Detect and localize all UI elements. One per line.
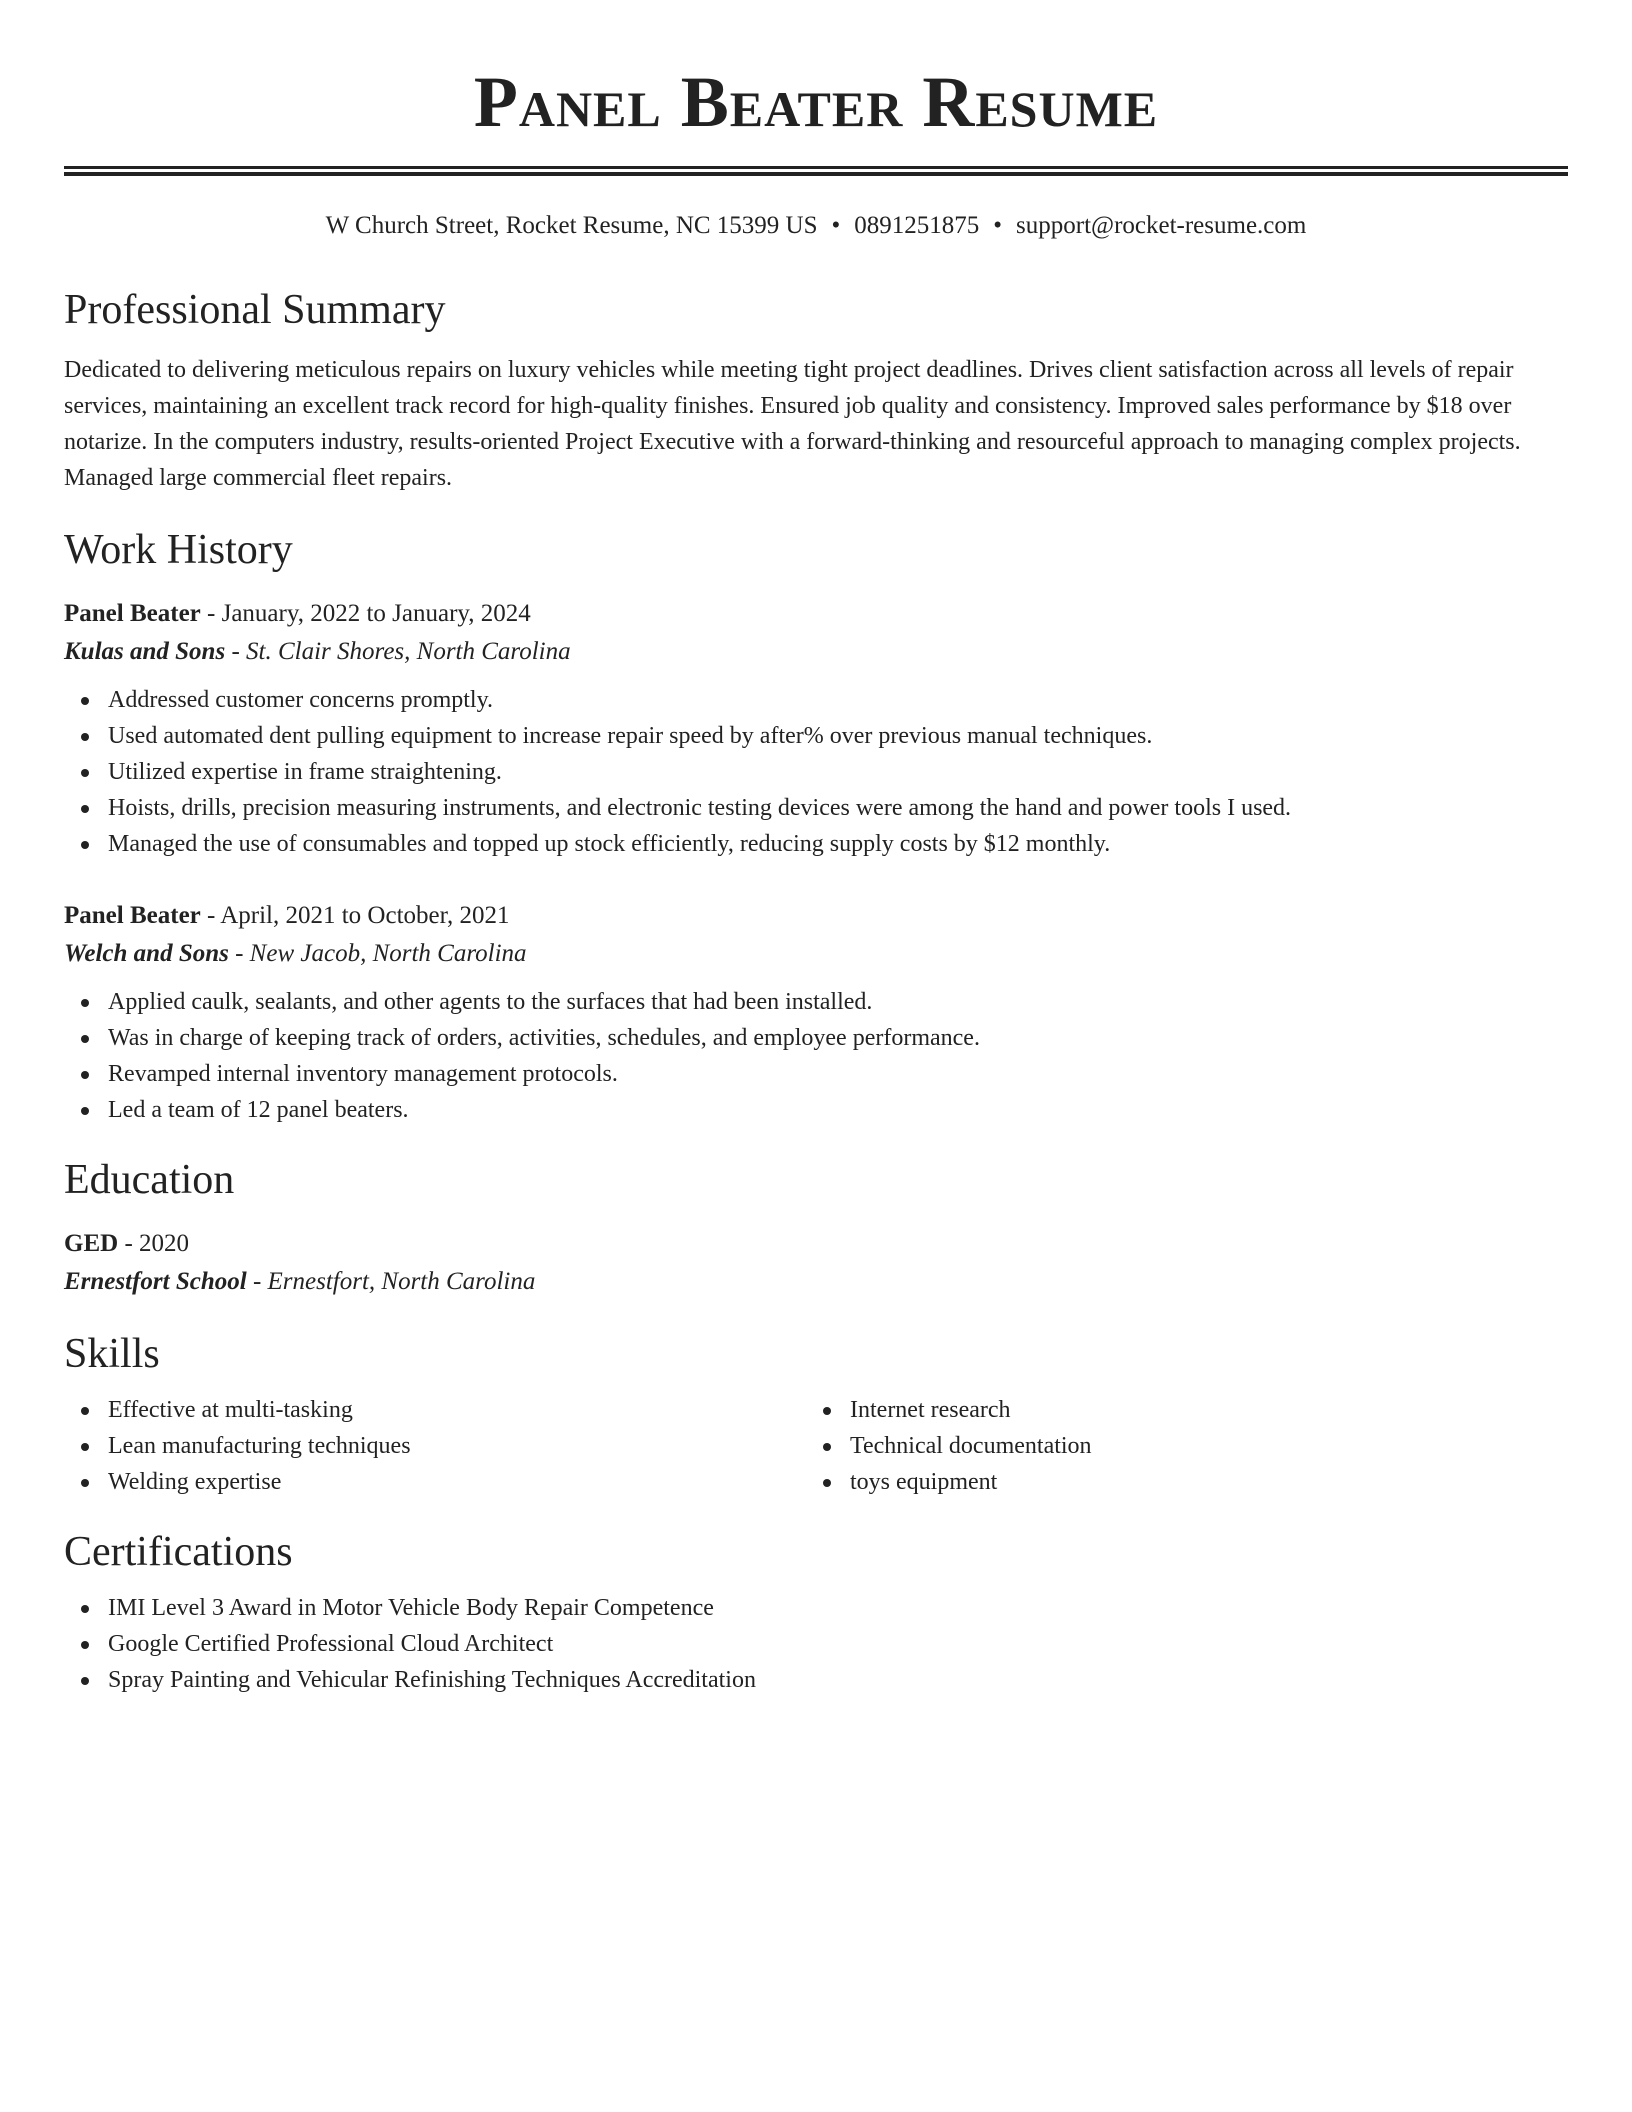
contact-phone: 0891251875 [854, 212, 980, 239]
contact-address: W Church Street, Rocket Resume, NC 15399 US [325, 212, 818, 239]
job-duty-item: Managed the use of consumables and topped up stock efficiently, reducing supply costs by $12 monthly. [64, 826, 1568, 862]
education-year: - 2020 [118, 1230, 190, 1257]
job-role: Panel Beater [64, 600, 201, 627]
summary-text: Dedicated to delivering meticulous repairs on luxury vehicles while meeting tight project deadlines. Drives client satisfaction across all levels of repair services, maintaining an excellent track record for high-quality finishes. Ensured job quality and consistency. Improved sales performance by $18 over notarize. In the computers industry, results-oriented Project Executive with a forward-thinking and resourceful approach to managing complex projects. Managed large commercial fleet repairs. [64, 357, 1521, 491]
skills-heading: Skills [64, 1331, 160, 1377]
skill-item: Lean manufacturing techniques [64, 1428, 806, 1464]
education-entry [64, 1226, 1568, 1300]
skills-column-left [64, 1392, 806, 1500]
education-header [64, 1226, 1568, 1262]
job-employer [64, 634, 1568, 670]
job-company: Kulas and Sons [64, 638, 226, 665]
job-dates: - April, 2021 to October, 2021 [200, 902, 510, 929]
job-entry [64, 898, 1568, 1128]
education-degree: GED [64, 1230, 119, 1257]
job-duty-item: Hoists, drills, precision measuring instruments, and electronic testing devices were among the hand and power tools I used. [64, 790, 1568, 826]
skill-item: Welding expertise [64, 1464, 806, 1500]
skills-list [64, 1392, 1568, 1500]
job-location: - St. Clair Shores, North Carolina [225, 638, 571, 665]
job-entry [64, 596, 1568, 862]
contact-separator: • [993, 212, 1003, 239]
job-dates: - January, 2022 to January, 2024 [200, 600, 531, 627]
job-duty-item: Utilized expertise in frame straightening. [64, 754, 1568, 790]
education-heading: Education [64, 1157, 235, 1203]
work-history-heading: Work History [64, 527, 293, 573]
skill-item: Internet research [806, 1392, 1548, 1428]
title-divider [64, 166, 1568, 176]
job-header [64, 596, 1568, 632]
contact-separator: • [831, 212, 841, 239]
job-duties [64, 682, 1568, 862]
job-employer [64, 936, 1568, 972]
job-duty-item: Revamped internal inventory management protocols. [64, 1056, 1568, 1092]
contact-email: support@rocket-resume.com [1016, 212, 1307, 239]
job-company: Welch and Sons [64, 940, 229, 967]
contact-line [64, 210, 1568, 242]
skill-item: toys equipment [806, 1464, 1548, 1500]
job-duty-item: Used automated dent pulling equipment to increase repair speed by after% over previous manual techniques. [64, 718, 1568, 754]
education-school: Ernestfort School [64, 1268, 247, 1295]
skill-item: Technical documentation [806, 1428, 1548, 1464]
job-duties [64, 984, 1568, 1128]
certifications-heading: Certifications [64, 1529, 293, 1575]
job-duty-item: Addressed customer concerns promptly. [64, 682, 1568, 718]
skills-column-right [806, 1392, 1548, 1500]
certification-item: Google Certified Professional Cloud Architect [64, 1626, 1568, 1662]
certifications-list [64, 1590, 1568, 1698]
job-header [64, 898, 1568, 934]
education-location: - Ernestfort, North Carolina [246, 1268, 536, 1295]
education-institution [64, 1264, 1568, 1300]
job-duty-item: Applied caulk, sealants, and other agents to the surfaces that had been installed. [64, 984, 1568, 1020]
certification-item: Spray Painting and Vehicular Refinishing Techniques Accreditation [64, 1662, 1568, 1698]
certification-item: IMI Level 3 Award in Motor Vehicle Body Repair Competence [64, 1590, 1568, 1626]
skill-item: Effective at multi-tasking [64, 1392, 806, 1428]
summary-heading: Professional Summary [64, 287, 446, 333]
job-role: Panel Beater [64, 902, 201, 929]
job-duty-item: Led a team of 12 panel beaters. [64, 1092, 1568, 1128]
job-duty-item: Was in charge of keeping track of orders, activities, schedules, and employee performance. [64, 1020, 1568, 1056]
resume-title: Panel Beater Resume [473, 62, 1159, 142]
job-location: - New Jacob, North Carolina [228, 940, 527, 967]
